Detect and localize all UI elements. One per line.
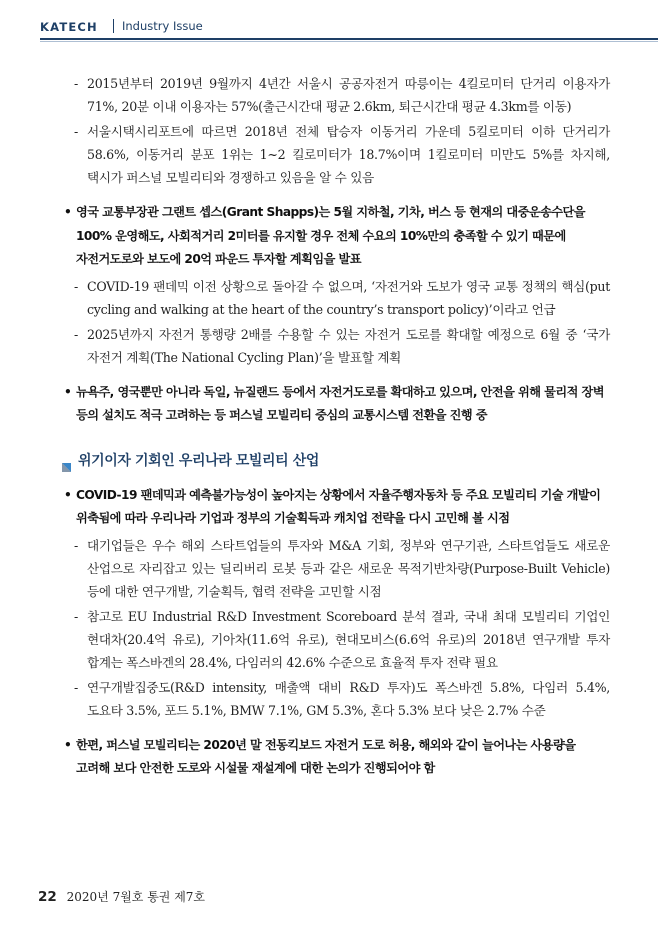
dash-item — [62, 676, 610, 722]
bullet-mark: • — [64, 205, 72, 219]
paragraph-text: 한편, 퍼스널 모빌리티는 2020년 말 전동킥보드 자전거 도로 허용, 해외와 같이 늘어나는 사용량을 고려해 보다 안전한 도로와 시설물 재설계에 대한 논의가 진행되어야 함 — [76, 737, 576, 775]
header-rule — [40, 38, 658, 40]
dash-mark: - — [74, 326, 78, 342]
dash-mark: - — [74, 537, 78, 553]
header-section-title: Industry Issue — [122, 19, 203, 33]
bullet-paragraph — [62, 484, 610, 531]
katech-logo: KATECH — [40, 20, 98, 34]
bullet-paragraph — [62, 201, 610, 272]
paragraph-text: 2015년부터 2019년 9월까지 4년간 서울시 공공자전거 따릉이는 4킬로미터 단거리 이용자가 71%, 20분 이내 이용자는 57%(출근시간대 평균 2.6km, 퇴근시간대 평균 4.3km를 이동) — [87, 76, 610, 114]
paragraph-text: 서울시택시리포트에 따르면 2018년 전체 탑승자 이동거리 가운데 5킬로미터 이하 단거리가 58.6%, 이동거리 분포 1위는 1~2 킬로미터가 18.7%이며 1킬로미터 미만도 5%를 차지해, 택시가 퍼스널 모빌리티와 경쟁하고 있음을 알 수 있음 — [87, 124, 610, 185]
paragraph-text: 대기업들은 우수 해외 스타트업들의 투자와 M&A 기회, 정부와 연구기관, 스타트업들도 새로운 산업으로 자리잡고 있는 딜리버리 로봇 등과 같은 새로운 목적기반차량(Purpose-Built Vehicle) 등에 대한 연구개발, 기술획득, 협력 전략을 고민할 시점 — [87, 537, 610, 599]
dash-item — [62, 120, 610, 189]
bullet-mark: • — [64, 737, 72, 752]
dash-item — [62, 72, 610, 118]
page-footer — [38, 888, 205, 905]
bullet-mark: • — [64, 384, 72, 399]
paragraph-text: 위기이자 기회인 우리나라 모빌리티 산업 — [78, 452, 320, 469]
header-rule-thin — [40, 41, 658, 42]
paragraph-text: 연구개발집중도(R&D intensity, 매출액 대비 R&D 투자)도 폭스바겐 5.8%, 다임러 5.4%, 도요타 3.5%, 포드 5.1%, BMW 7.1%, GM 5.3%, 혼다 5.3% 보다 낮은 2.7% 수준 — [87, 679, 610, 718]
issue-info: 2020년 7월호 통권 제7호 — [66, 890, 206, 904]
paragraph-text: 뉴욕주, 영국뿐만 아니라 독일, 뉴질랜드 등에서 자전거도로를 확대하고 있으며, 안전을 위해 물리적 장벽 등의 설치도 적극 고려하는 등 퍼스널 모빌리티 중심의 교통시스템 전환을 진행 중 — [76, 384, 604, 422]
header-separator — [113, 19, 114, 33]
dash-mark: - — [74, 679, 78, 695]
section-heading — [62, 450, 610, 472]
dash-mark: - — [74, 608, 78, 624]
bullet-paragraph — [62, 734, 610, 781]
article-body — [62, 72, 610, 784]
paragraph-text: 참고로 EU Industrial R&D Investment Scoreboard 분석 결과, 국내 최대 모빌리티 기업인 현대차(20.4억 유로), 기아차(11.6억 유로), 현대모비스(6.6억 유로)의 2018년 연구개발 투자 합계는 폭스바겐의 28.4%, 다임러의 42.6% 수준으로 효율적 투자 전략 필요 — [87, 608, 610, 670]
section-marker-icon — [62, 457, 71, 466]
page-number: 22 — [38, 889, 57, 905]
dash-item — [62, 323, 610, 369]
dash-item — [62, 605, 610, 674]
bullet-mark: • — [64, 487, 72, 502]
dash-item — [62, 275, 610, 321]
bullet-paragraph — [62, 381, 610, 428]
dash-mark: - — [74, 278, 78, 294]
dash-mark: - — [74, 76, 78, 91]
dash-item — [62, 534, 610, 603]
page-header — [0, 0, 658, 44]
paragraph-text: 2025년까지 자전거 통행량 2배를 수용할 수 있는 자전거 도로를 확대할 예정으로 6월 중 ‘국가 자전거 계획(The National Cycling Plan)’을 발표할 계획 — [87, 326, 610, 365]
paragraph-text: COVID-19 팬데믹과 예측불가능성이 높아지는 상황에서 자율주행자동차 등 주요 모빌리티 기술 개발이 위축됨에 따라 우리나라 기업과 정부의 기술획득과 캐치업 전략을 다시 고민해 볼 시점 — [76, 487, 601, 525]
dash-mark: - — [74, 124, 78, 139]
paragraph-text: COVID-19 팬데믹 이전 상황으로 돌아갈 수 없으며, ‘자전거와 도보가 영국 교통 정책의 핵심(put cycling and walking at the heart of the country’s transport policy)’이라고 언급 — [87, 278, 610, 317]
paragraph-text: 영국 교통부장관 그랜트 셉스(Grant Shapps)는 5월 지하철, 기차, 버스 등 현재의 대중운송수단을 100% 운영해도, 사회적거리 2미터를 유지할 경우 전체 수요의 10%만의 충족할 수 있기 때문에 자전거도로와 보도에 20억 파운드 투자할 계획임을 발표 — [76, 205, 585, 266]
